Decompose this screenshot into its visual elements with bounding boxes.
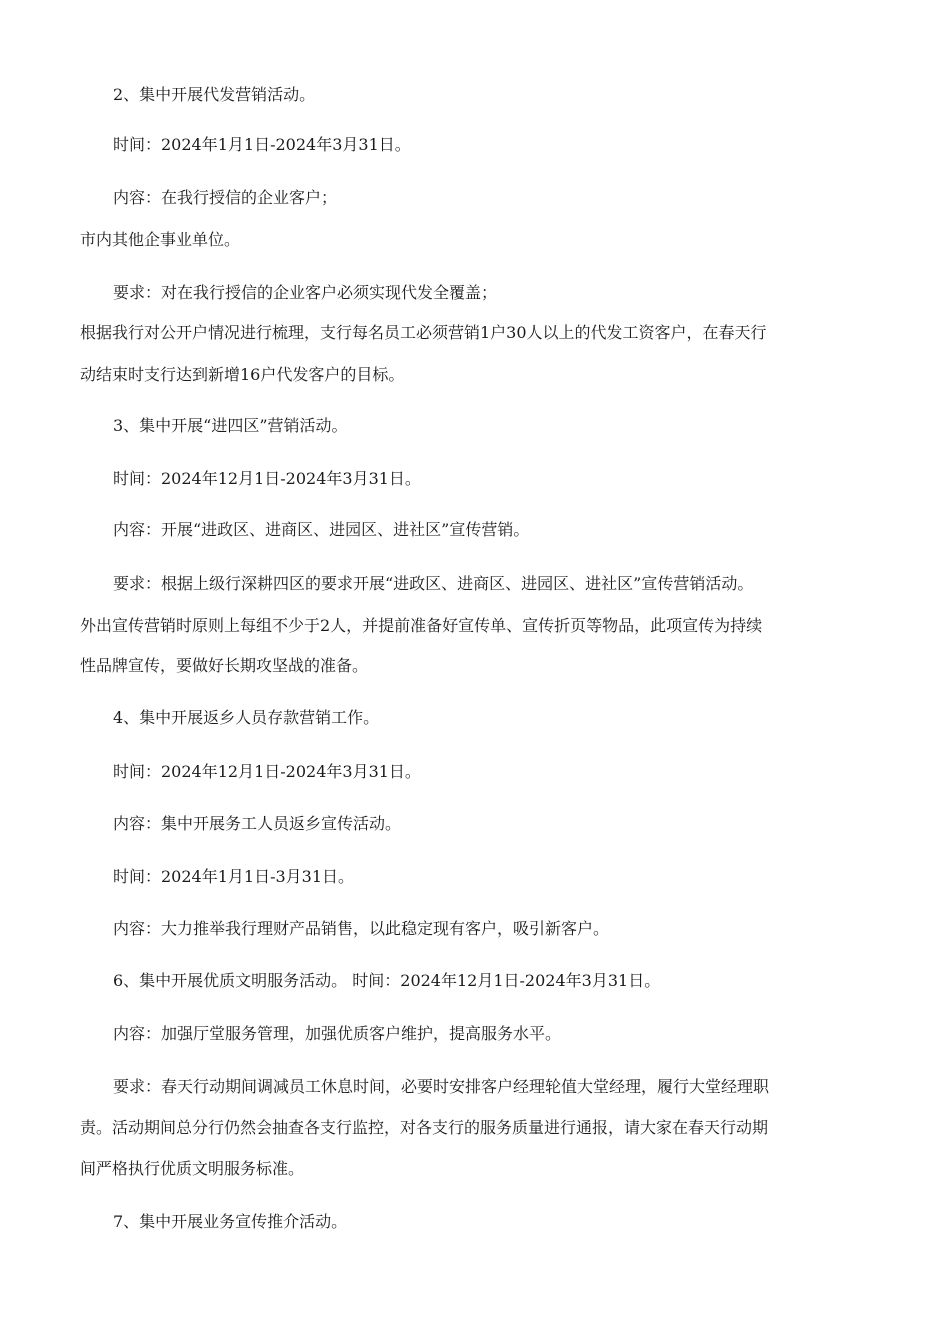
section-2-requirement-3: 动结束时支行达到新增16户代发客户的目标。 [80, 365, 405, 384]
section-2-content: 内容：在我行授信的企业客户； [113, 188, 338, 207]
section-6-requirement: 要求：春天行动期间调减员工休息时间，必要时安排客户经理轮值大堂经理，履行大堂经理职 [113, 1077, 770, 1096]
section-6-requirement-3: 间严格执行优质文明服务标准。 [80, 1159, 305, 1178]
section-4-content: 内容：集中开展务工人员返乡宣传活动。 [113, 814, 402, 833]
section-2-requirement: 要求：对在我行授信的企业客户必须实现代发全覆盖； [113, 283, 498, 302]
section-2-heading: 2、集中开展代发营销活动。 [113, 85, 316, 104]
section-7-heading: 7、集中开展业务宣传推介活动。 [113, 1212, 348, 1231]
section-2-content-cont: 市内其他企事业单位。 [80, 230, 241, 249]
section-3-requirement-3: 性品牌宣传，要做好长期攻坚战的准备。 [80, 656, 369, 675]
section-5-time: 时间：2024年1月1日-3月31日。 [113, 867, 355, 886]
section-2-time: 时间：2024年1月1日-2024年3月31日。 [113, 135, 411, 154]
section-3-requirement-2: 外出宣传营销时原则上每组不少于2人，并提前准备好宣传单、宣传折页等物品，此项宣传为持续 [80, 616, 763, 635]
section-3-content: 内容：开展“进政区、进商区、进园区、进社区”宣传营销。 [113, 520, 530, 539]
section-3-requirement: 要求：根据上级行深耕四区的要求开展“进政区、进商区、进园区、进社区”宣传营销活动。 [113, 574, 754, 593]
section-2-requirement-2: 根据我行对公开户情况进行梳理，支行每名员工必须营销1户30人以上的代发工资客户，在春天行 [80, 323, 767, 342]
section-5-content: 内容：大力推举我行理财产品销售，以此稳定现有客户，吸引新客户。 [113, 919, 610, 938]
section-3-heading: 3、集中开展“进四区”营销活动。 [113, 416, 348, 435]
section-3-time: 时间：2024年12月1日-2024年3月31日。 [113, 469, 421, 488]
section-6-content: 内容：加强厅堂服务管理，加强优质客户维护，提高服务水平。 [113, 1024, 562, 1043]
section-6-heading: 6、集中开展优质文明服务活动。 时间：2024年12月1日-2024年3月31日。 [113, 971, 661, 990]
section-6-requirement-2: 责。活动期间总分行仍然会抽查各支行监控，对各支行的服务质量进行通报，请大家在春天行动期 [80, 1118, 769, 1137]
section-4-heading: 4、集中开展返乡人员存款营销工作。 [113, 708, 380, 727]
section-4-time: 时间：2024年12月1日-2024年3月31日。 [113, 762, 421, 781]
